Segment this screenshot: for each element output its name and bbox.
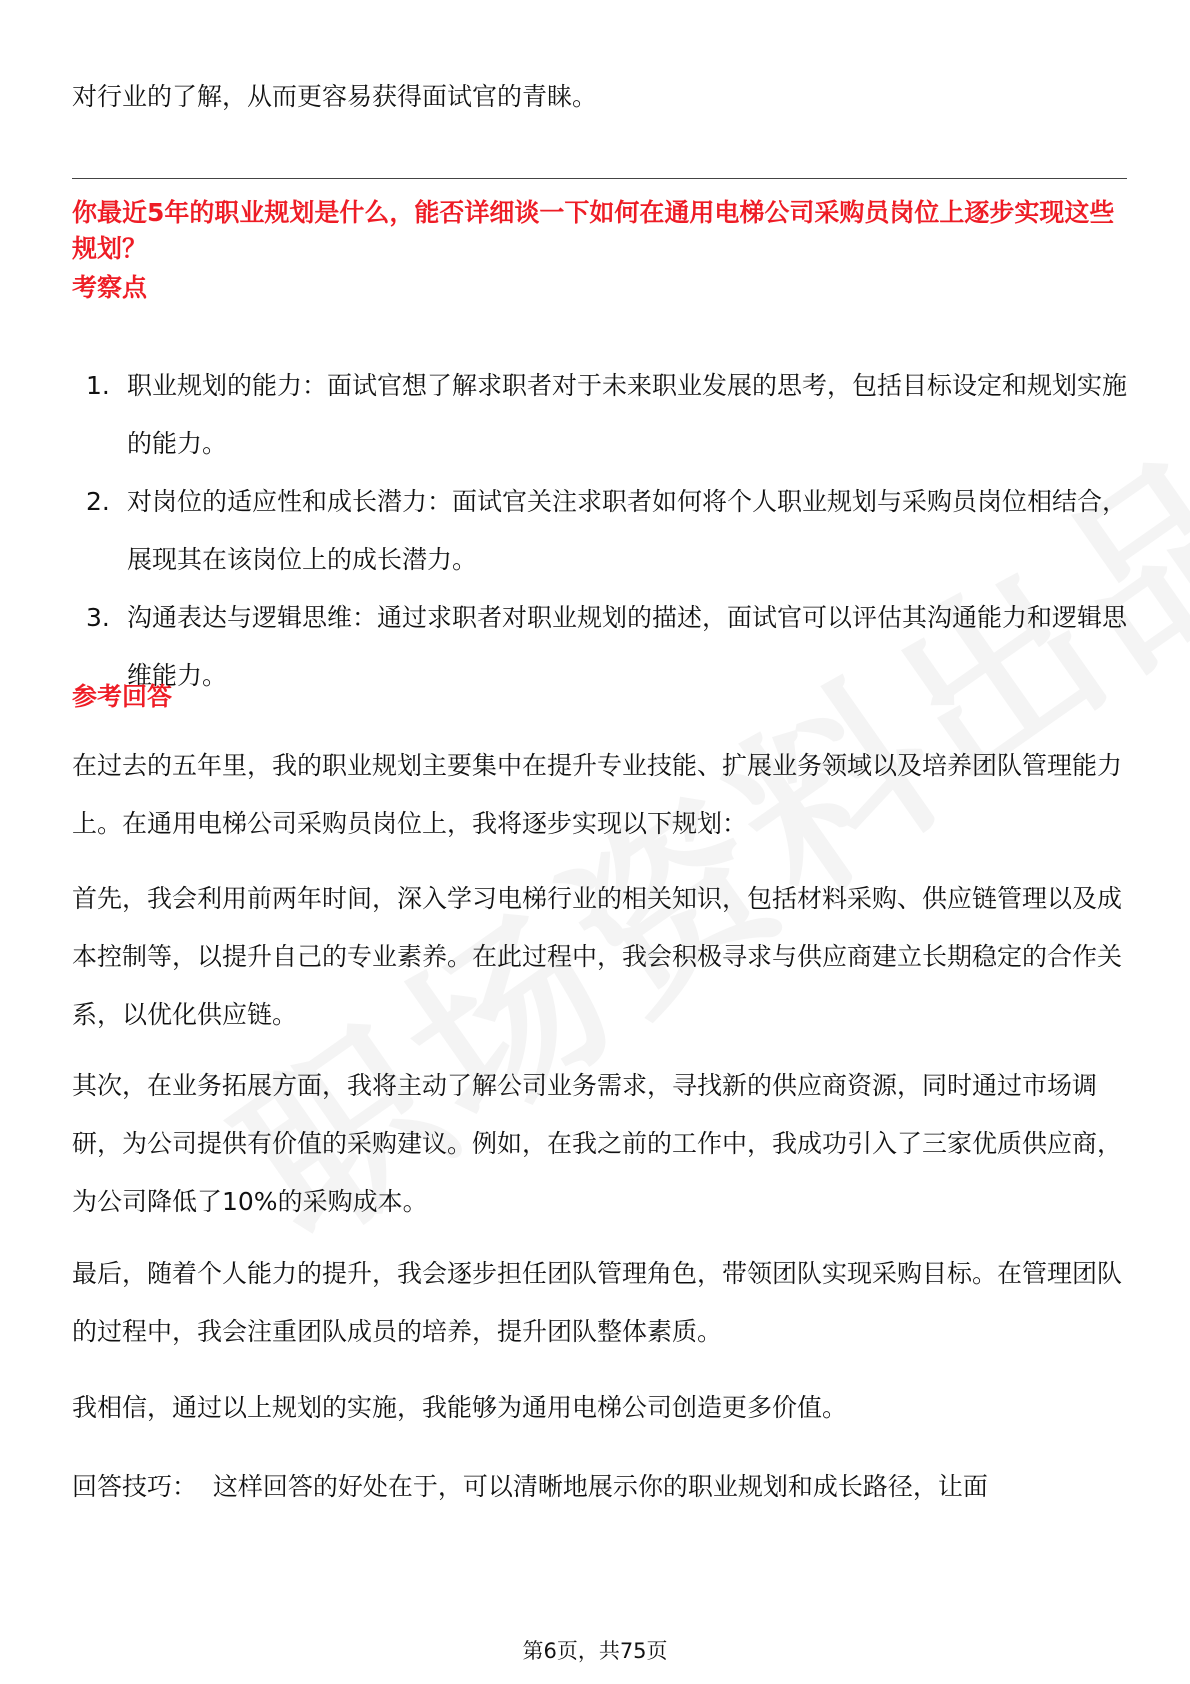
question-heading: 你最近5年的职业规划是什么，能否详细谈一下如何在通用电梯公司采购员岗位上逐步实现这些规划？ <box>72 198 1115 263</box>
list-item <box>72 357 1127 473</box>
exam-points-list <box>72 357 1127 705</box>
answer-tip-paragraph: 回答技巧： 这样回答的好处在于，可以清晰地展示你的职业规划和成长路径，让面 <box>72 1472 988 1501</box>
answer-paragraph: 首先，我会利用前两年时间，深入学习电梯行业的相关知识，包括材料采购、供应链管理以及成本控制等，以提升自己的专业素养。在此过程中，我会积极寻求与供应商建立长期稳定的合作关系，以优化供应链。 <box>72 884 1123 1029</box>
answer-label: 参考回答 <box>72 682 173 711</box>
list-item <box>72 589 1127 705</box>
list-number: 1. <box>86 371 110 400</box>
answer-paragraph: 最后，随着个人能力的提升，我会逐步担任团队管理角色，带领团队实现采购目标。在管理团队的过程中，我会注重团队成员的培养，提升团队整体素质。 <box>72 1259 1123 1346</box>
exam-points-label: 考察点 <box>72 273 148 302</box>
list-number: 3. <box>86 603 110 632</box>
list-item <box>72 473 1127 589</box>
section-divider <box>72 178 1127 179</box>
list-item-text: 对岗位的适应性和成长潜力：面试官关注求职者如何将个人职业规划与采购员岗位相结合，展现其在该岗位上的成长潜力。 <box>127 487 1128 574</box>
answer-paragraph: 在过去的五年里，我的职业规划主要集中在提升专业技能、扩展业务领域以及培养团队管理能力上。在通用电梯公司采购员岗位上，我将逐步实现以下规划： <box>72 751 1123 838</box>
list-item-text: 职业规划的能力：面试官想了解求职者对于未来职业发展的思考，包括目标设定和规划实施的能力。 <box>127 371 1128 458</box>
intro-paragraph: 对行业的了解，从而更容易获得面试官的青睐。 <box>72 82 598 111</box>
page-footer: 第6页，共75页 <box>522 1639 668 1663</box>
list-item-text: 沟通表达与逻辑思维：通过求职者对职业规划的描述，面试官可以评估其沟通能力和逻辑思维能力。 <box>127 603 1128 690</box>
answer-paragraph: 我相信，通过以上规划的实施，我能够为通用电梯公司创造更多价值。 <box>72 1393 848 1422</box>
list-number: 2. <box>86 487 110 516</box>
answer-paragraph: 其次，在业务拓展方面，我将主动了解公司业务需求，寻找新的供应商资源，同时通过市场调研，为公司提供有价值的采购建议。例如，在我之前的工作中，我成功引入了三家优质供应商，为公司降低了10%的采购成本。 <box>72 1071 1123 1216</box>
